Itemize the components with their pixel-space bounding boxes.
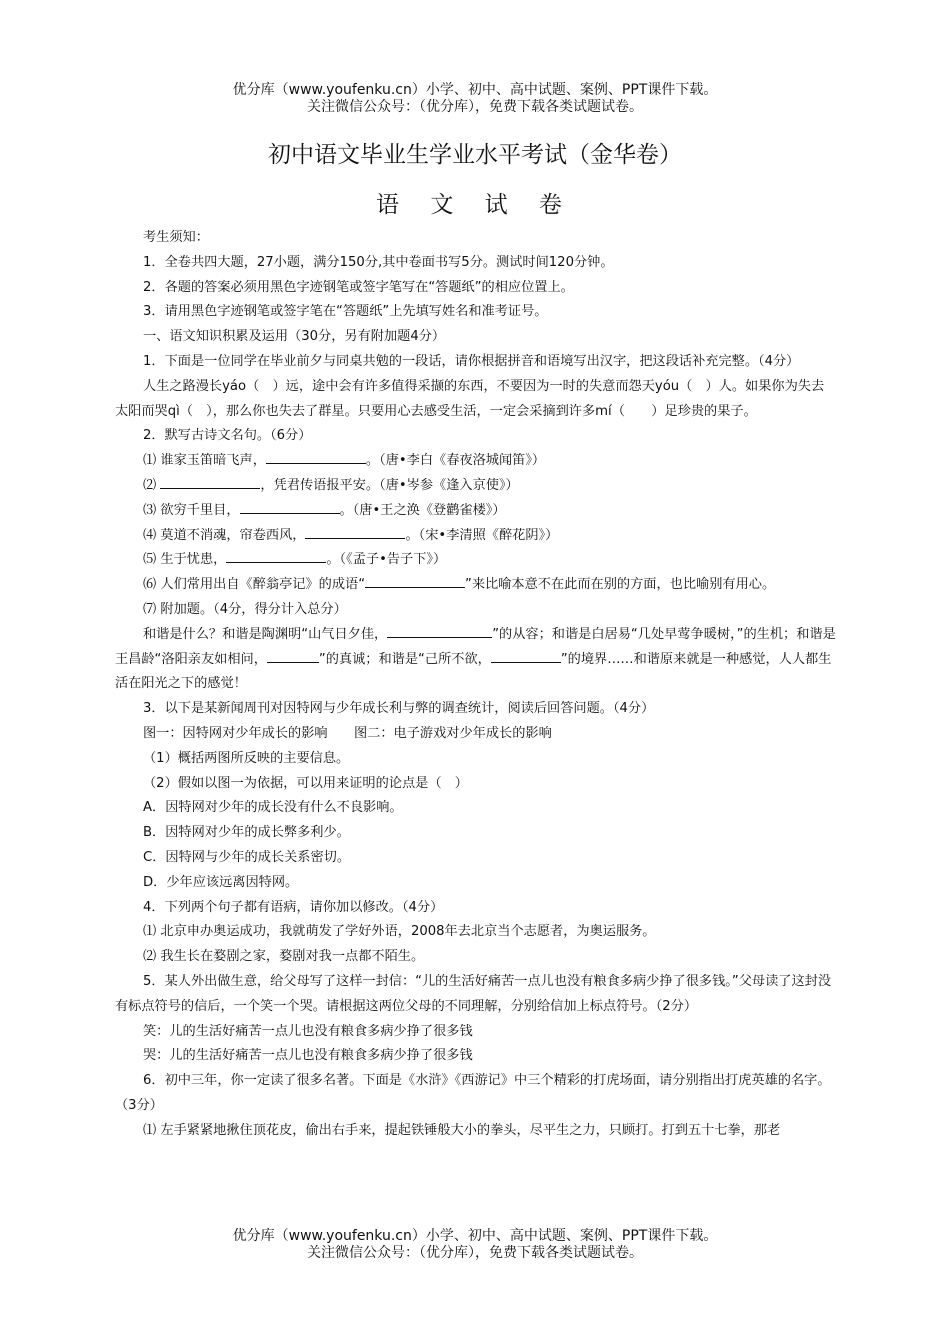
answer-blank[interactable] bbox=[305, 524, 405, 539]
q2-line-5 bbox=[115, 548, 837, 573]
q2-line-1-text: ⑴ 谁家玉笛暗飞声， bbox=[143, 453, 266, 469]
q2-line-6-text: ⑹ 人们常用出自《醉翁亭记》的成语“ bbox=[143, 577, 366, 593]
q2-line-6 bbox=[115, 573, 837, 598]
page-header bbox=[0, 82, 950, 116]
q2-line-1-source: 。（唐•李白《春夜洛城闻笛》） bbox=[365, 453, 546, 469]
q5-laugh: 笑：儿的生活好痛苦一点儿也没有粮食多病少挣了很多钱 bbox=[143, 1023, 473, 1039]
q2-line-5-source: 。（《孟子•告子下》） bbox=[326, 552, 447, 568]
q4-sentence-1: ⑴ 北京申办奥运成功，我就萌发了学好外语，2008年去北京当个志愿者，为奥运服务。 bbox=[143, 924, 656, 940]
q2-line-4 bbox=[115, 524, 837, 549]
answer-blank[interactable] bbox=[240, 499, 340, 514]
q2-stem: 2．默写古诗文名句。（6分） bbox=[143, 428, 312, 444]
q3-option-c: C．因特网与少年的成长关系密切。 bbox=[143, 849, 351, 865]
notice-item-2: 2．各题的答案必须用黑色字迹钢笔或签字笔写在“答题纸”的相应位置上。 bbox=[143, 279, 574, 295]
q2-line-6-tail: ”来比喻本意不在此而在别的方面，也比喻别有用心。 bbox=[465, 577, 776, 593]
harmony-part-3: ”的生机；和谐是王昌龄“洛阳亲友如相问， bbox=[115, 626, 836, 667]
harmony-part-4: ”的真诚；和谐是“己所不欲， bbox=[318, 651, 491, 667]
section-1-heading: 一、语文知识积累及运用（30分，另有附加题4分） bbox=[143, 329, 446, 345]
q4-sentence-2: ⑵ 我生长在婺剧之家，婺剧对我一点都不陌生。 bbox=[143, 949, 425, 965]
q2-line-3 bbox=[115, 499, 837, 524]
q4-stem: 4．下列两个句子都有语病，请你加以修改。（4分） bbox=[143, 899, 444, 915]
answer-blank[interactable] bbox=[267, 648, 319, 663]
notice-item-3: 3．请用黑色字迹钢笔或签字笔在“答题纸”上先填写姓名和准考证号。 bbox=[143, 304, 548, 320]
q2-line-3-source: 。（唐•王之涣《登鹳雀楼》） bbox=[339, 502, 506, 518]
notice-item-1: 1．全卷共四大题，27小题，满分150分,其中卷面书写5分。测试时间120分钟。 bbox=[143, 254, 614, 270]
q2-harmony-paragraph bbox=[115, 623, 837, 697]
exam-body bbox=[115, 226, 837, 1143]
q3-sub-1: （1）概括两图所反映的主要信息。 bbox=[143, 750, 350, 766]
q2-line-3-text: ⑶ 欲穷千里目， bbox=[143, 502, 240, 518]
answer-blank[interactable] bbox=[160, 474, 260, 489]
q3-sub-2: （2）假如以图一为依据，可以用来证明的论点是（ ） bbox=[143, 775, 468, 791]
answer-blank[interactable] bbox=[491, 648, 561, 663]
q1-passage: 人生之路漫长yáo（ ）远，途中会有许多值得采撷的东西，不要因为一时的失意而怨天yóu（ ）人。如果你为失去太阳而哭qì（ ），那么你也失去了群星。只要用心去感受生活，一定会采摘到许多mí（ ）足珍贵的果子。 bbox=[115, 378, 825, 419]
q2-line-5-text: ⑸ 生于忧患， bbox=[143, 552, 227, 568]
q3-figure-captions: 图一：因特网对少年成长的影响 图二：电子游戏对少年成长的影响 bbox=[143, 725, 552, 741]
harmony-part-5: ”的境界……和谐原来就是一种感觉，人人都生活在阳光之下的感觉！ bbox=[115, 651, 832, 692]
answer-blank[interactable] bbox=[226, 548, 326, 563]
q2-line-2-text: ⑵ bbox=[143, 477, 157, 493]
harmony-part-2: ”的从容；和谐是白居易“几处早莺争暖树， bbox=[492, 626, 737, 642]
q1-stem: 1．下面是一位同学在毕业前夕与同桌共勉的一段话，请你根据拼音和语境写出汉字，把这段话补充完整。（4分） bbox=[143, 353, 800, 369]
answer-blank[interactable] bbox=[266, 449, 366, 464]
harmony-part-1: 和谐是什么？和谐是陶渊明“山气日夕佳， bbox=[143, 626, 388, 642]
answer-blank[interactable] bbox=[387, 623, 492, 638]
q3-stem: 3．以下是某新闻周刊对因特网与少年成长利与弊的调查统计，阅读后回答问题。（4分） bbox=[143, 701, 655, 717]
q3-option-d: D．少年应该远离因特网。 bbox=[143, 874, 299, 890]
q2-line-4-text: ⑷ 莫道不消魂，帘卷西风， bbox=[143, 527, 306, 543]
footer-line-1: 优分库（www.youfenku.cn）小学、初中、高中试题、案例、PPT课件下载。 bbox=[232, 1228, 718, 1244]
answer-blank[interactable] bbox=[365, 573, 465, 588]
q6-stem: 6．初中三年，你一定读了很多名著。下面是《水浒》《西游记》中三个精彩的打虎场面，请分别指出打虎英雄的名字。（3分） bbox=[115, 1073, 831, 1113]
header-line-2: 关注微信公众号：（优分库），免费下载各类试题试卷。 bbox=[307, 99, 643, 115]
q2-line-1 bbox=[115, 449, 837, 474]
q2-line-7: ⑺ 附加题。（4分，得分计入总分） bbox=[143, 601, 347, 617]
q6-scene-1: ⑴ 左手紧紧地揪住顶花皮，偷出右手来，提起铁锤般大小的拳头，尽平生之力，只顾打。打到五十七拳，那老 bbox=[143, 1122, 781, 1138]
notice-heading: 考生须知： bbox=[143, 230, 209, 245]
q5-stem: 5．某人外出做生意，给父母写了这样一封信：“儿的生活好痛苦一点儿也没有粮食多病少挣了很多钱。”父母读了这封没有标点符号的信后，一个笑一个哭。请根据这两位父母的不同理解，分别给信加上标点符号。（2分） bbox=[115, 973, 832, 1014]
q5-cry: 哭：儿的生活好痛苦一点儿也没有粮食多病少挣了很多钱 bbox=[143, 1048, 473, 1064]
q2-line-2-source: ，凭君传语报平安。（唐•岑参《逢入京使》） bbox=[260, 477, 519, 493]
q2-line-2 bbox=[115, 474, 837, 499]
exam-title: 初中语文毕业生学业水平考试（金华卷） bbox=[268, 142, 682, 168]
exam-subtitle: 语 文 试 卷 bbox=[376, 192, 574, 218]
q3-option-b: B．因特网对少年的成长弊多利少。 bbox=[143, 825, 350, 841]
page-footer bbox=[0, 1228, 950, 1262]
header-line-1: 优分库（www.youfenku.cn）小学、初中、高中试题、案例、PPT课件下载。 bbox=[232, 82, 718, 98]
q3-option-a: A．因特网对少年的成长没有什么不良影响。 bbox=[143, 800, 403, 816]
footer-line-2: 关注微信公众号：（优分库），免费下载各类试题试卷。 bbox=[307, 1245, 643, 1261]
q2-line-4-source: 。（宋•李清照《醉花阴》） bbox=[405, 527, 559, 543]
